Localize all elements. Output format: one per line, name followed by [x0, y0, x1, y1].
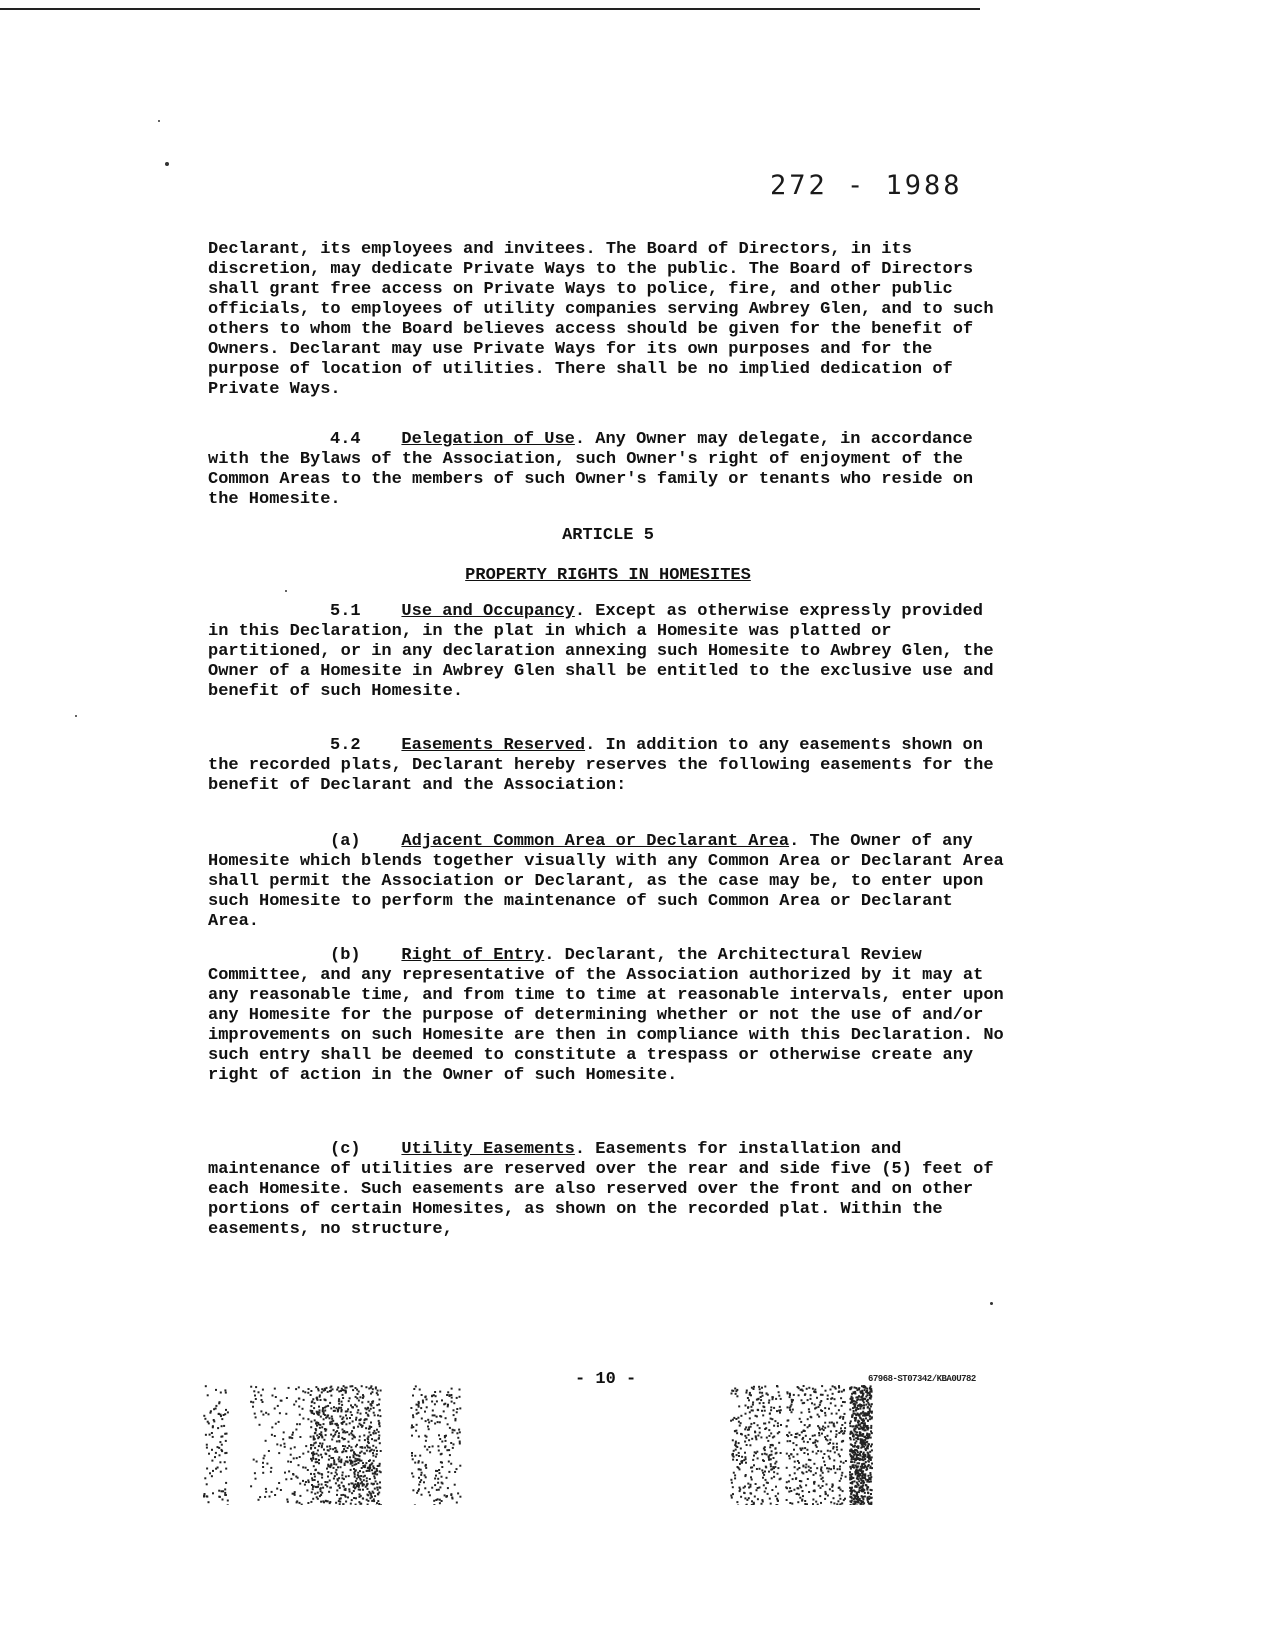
document-code: 67968-ST07342/KBA0U782	[868, 1374, 976, 1384]
section-text: . In addition to any easements shown on the recorded plats, Declarant hereby reserves the following easements for the benefit of Declarant and the Association:	[208, 736, 994, 795]
article-subtitle: PROPERTY RIGHTS IN HOMESITES	[465, 566, 751, 585]
top-rule	[0, 8, 980, 10]
subsection-label: (a)	[330, 832, 361, 851]
section-text: . Except as otherwise expressly provided in this Declaration, in the plat in which a Homesite was platted or partitioned, or in any declaration annexing such Homesite to Awbrey Glen, the Owner of a Homesite in Awbrey Glen shall be entitled to the exclusive use and benefit of such Homesite.	[208, 602, 994, 701]
subsection-heading: Utility Easements	[401, 1140, 575, 1159]
section-number: 5.1	[330, 602, 361, 621]
subsection-text: . Declarant, the Architectural Review Committee, and any representative of the Association authorized by it may at any reasonable time, and from time to time at reasonable intervals, enter upon any Homesite for the purpose of determining whether or not the use of and/or improvements on such Homesite are then in compliance with this Declaration. No such entry shall be deemed to constitute a trespass or otherwise create any right of action in the Owner of such Homesite.	[208, 946, 1004, 1085]
scan-noise-right	[725, 1385, 895, 1505]
section-5-2	[208, 736, 1008, 796]
scan-speck	[75, 715, 77, 717]
subsection-heading: Right of Entry	[401, 946, 545, 965]
section-heading: Easements Reserved	[401, 736, 586, 755]
book-page-number: 272 - 1988	[770, 170, 963, 201]
subsection-b	[208, 946, 1008, 1086]
subsection-label: (c)	[330, 1140, 361, 1159]
scan-speck	[165, 162, 169, 166]
subsection-label: (b)	[330, 946, 361, 965]
subsection-a	[208, 832, 1008, 932]
scan-noise-left	[200, 1385, 470, 1505]
section-number: 5.2	[330, 736, 361, 755]
section-4-4	[208, 430, 1008, 510]
scan-speck	[158, 120, 160, 122]
section-heading: Use and Occupancy	[401, 602, 575, 621]
subsection-text: . Easements for installation and maintenance of utilities are reserved over the rear and side five (5) feet of each Homesite. Such easements are also reserved over the front and on other portions of certain Homesites, as shown on the recorded plat. Within the easements, no structure,	[208, 1140, 994, 1239]
section-heading: Delegation of Use	[401, 430, 575, 449]
subsection-c	[208, 1140, 1008, 1240]
subsection-text: . The Owner of any Homesite which blends together visually with any Common Area or Declarant Area shall permit the Association or Declarant, as the case may be, to enter upon such Homesite to perform the maintenance of such Common Area or Declarant Area.	[208, 832, 1004, 931]
section-text: . Any Owner may delegate, in accordance with the Bylaws of the Association, such Owner's right of enjoyment of the Common Areas to the members of such Owner's family or tenants who reside on the Homesite.	[208, 430, 974, 509]
scan-speck	[285, 590, 287, 592]
article-title: ARTICLE 5	[562, 526, 654, 545]
subsection-heading: Adjacent Common Area or Declarant Area	[401, 832, 790, 851]
paragraph-private-ways: Declarant, its employees and invitees. The Board of Directors, in its discretion, may dedicate Private Ways to the public. The Board of Directors shall grant free access on Private Ways to police, fire, and other public officials, to employees of utility companies serving Awbrey Glen, and to such others to whom the Board believes access should be given for the benefit of Owners. Declarant may use Private Ways for its own purposes and for the purpose of location of utilities. There shall be no implied dedication of Private Ways.	[208, 240, 994, 399]
section-5-1	[208, 602, 1008, 702]
page-number: - 10 -	[575, 1370, 637, 1389]
scan-speck	[990, 1302, 993, 1305]
section-number: 4.4	[330, 430, 361, 449]
